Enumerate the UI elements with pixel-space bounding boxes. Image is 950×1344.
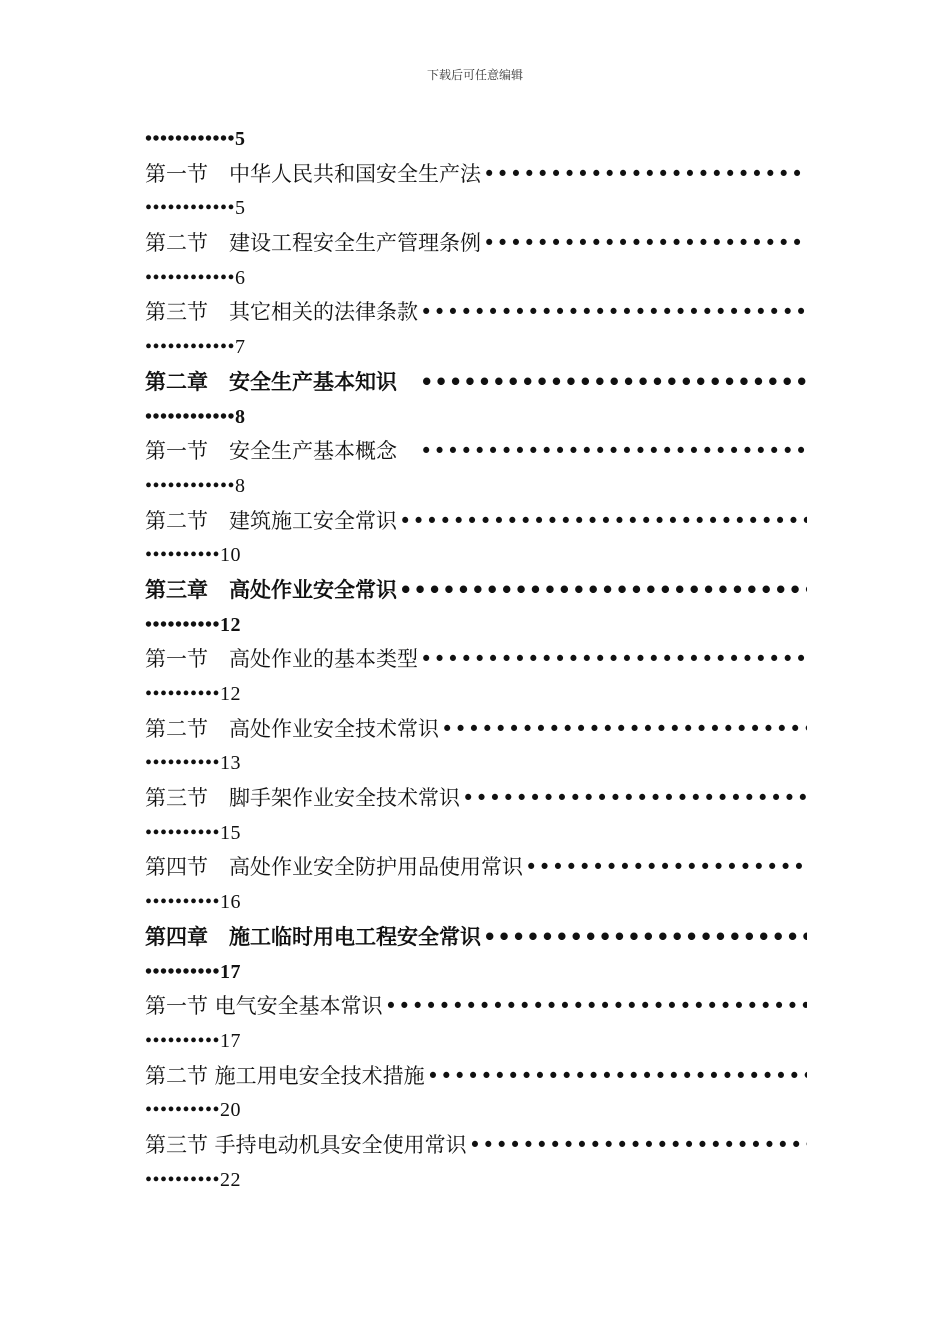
toc-entry-label: 第四章 施工临时用电工程安全常识 — [145, 924, 481, 949]
toc-entry-page-number: ••••••••••10 — [145, 544, 242, 567]
toc-entry-label: 第二节 高处作业安全技术常识 — [145, 716, 439, 741]
toc-entry-page-number: ••••••••••••5 — [145, 197, 246, 220]
toc-entry-page-number: ••••••••••15 — [145, 821, 242, 844]
toc-entry-page-number: ••••••••••12 — [145, 613, 242, 636]
toc-entry-title[interactable] — [145, 295, 807, 330]
toc-leader-dots — [383, 989, 807, 1024]
toc-leader-dots — [397, 573, 807, 608]
toc-entry-title[interactable] — [145, 226, 807, 261]
toc-leader-dots — [418, 365, 807, 400]
toc-entry-title[interactable] — [145, 712, 807, 747]
toc-entry-page-number: ••••••••••20 — [145, 1099, 242, 1122]
table-of-contents — [145, 122, 807, 1197]
toc-entry-title[interactable] — [145, 989, 807, 1024]
toc-entry-title[interactable] — [145, 504, 807, 539]
toc-entry-title[interactable] — [145, 434, 807, 469]
toc-entry-label: 第一节 电气安全基本常识 — [145, 994, 383, 1019]
toc-entry-page-number: ••••••••••13 — [145, 752, 242, 775]
toc-entry-page-number: ••••••••••••5 — [145, 128, 246, 150]
toc-entry-label: 第二章 安全生产基本知识 — [145, 369, 418, 394]
toc-leader-dots — [418, 295, 807, 330]
toc-entry-page-number: ••••••••••17 — [145, 960, 242, 983]
toc-entry-label: 第三章 高处作业安全常识 — [145, 577, 397, 602]
toc-entry-label: 第三节 脚手架作业安全技术常识 — [145, 786, 460, 811]
toc-entry-title[interactable] — [145, 573, 807, 608]
toc-entry-page-number: ••••••••••••6 — [145, 266, 246, 289]
toc-entry-label: 第二节 建筑施工安全常识 — [145, 508, 397, 533]
toc-leader-dots — [418, 642, 807, 677]
toc-entry-title[interactable] — [145, 781, 807, 816]
page-header: 下载后可任意编辑 — [426, 68, 523, 82]
toc-entry-label: 第一节 安全生产基本概念 — [145, 439, 418, 464]
toc-entry-title[interactable] — [145, 920, 807, 955]
toc-entry-page-number: ••••••••••••7 — [145, 336, 246, 359]
toc-entry-page-number: ••••••••••12 — [145, 683, 242, 705]
toc-entry-label: 第四节 高处作业安全防护用品使用常识 — [145, 855, 523, 880]
toc-entry-title[interactable] — [145, 642, 807, 677]
toc-entry-page-number: ••••••••••16 — [145, 891, 242, 914]
toc-entry-title[interactable] — [145, 1059, 807, 1094]
toc-leader-dots — [523, 850, 807, 885]
toc-entry-label: 第一节 中华人民共和国安全生产法 — [145, 161, 481, 186]
toc-entry-page-number: ••••••••••••8 — [145, 474, 246, 497]
toc-entry-page-number: ••••••••••22 — [145, 1168, 242, 1191]
toc-leader-dots — [481, 920, 807, 955]
toc-leader-dots — [481, 157, 807, 192]
toc-leader-dots — [467, 1128, 807, 1163]
toc-entry-title[interactable] — [145, 1128, 807, 1163]
toc-leader-dots — [425, 1059, 807, 1094]
toc-entry-label: 第二节 建设工程安全生产管理条例 — [145, 231, 481, 256]
toc-leader-dots — [439, 712, 807, 747]
toc-entry-label: 第二节 施工用电安全技术措施 — [145, 1063, 425, 1088]
toc-entry-title[interactable] — [145, 157, 807, 192]
toc-entry-title[interactable] — [145, 850, 807, 885]
toc-leader-dots — [460, 781, 807, 816]
toc-leader-dots — [481, 226, 807, 261]
toc-entry-page-number: ••••••••••••8 — [145, 405, 246, 428]
toc-entry-title[interactable] — [145, 365, 807, 400]
toc-entry-label: 第三节 其它相关的法律条款 — [145, 300, 418, 325]
toc-leader-dots — [397, 504, 807, 539]
toc-leader-dots — [418, 434, 807, 469]
toc-entry-page-number: ••••••••••17 — [145, 1029, 242, 1052]
toc-entry-label: 第三节 手持电动机具安全使用常识 — [145, 1132, 467, 1157]
toc-entry-label: 第一节 高处作业的基本类型 — [145, 647, 418, 672]
